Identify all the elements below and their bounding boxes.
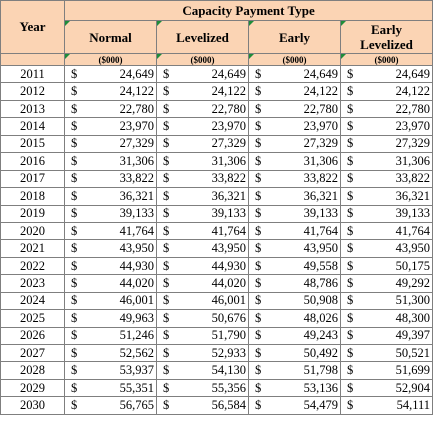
currency-symbol: $	[65, 118, 82, 135]
table-row	[1, 292, 433, 309]
value-cell: 31,306	[174, 153, 249, 170]
column-header-early-levelized-label: Early Levelized	[360, 22, 413, 52]
value-cell: 24,122	[174, 83, 249, 100]
table-row	[1, 379, 433, 396]
table-row	[1, 118, 433, 135]
year-cell: 2017	[1, 170, 65, 187]
currency-symbol: $	[157, 240, 174, 257]
currency-symbol: $	[65, 275, 82, 292]
year-cell: 2021	[1, 240, 65, 257]
currency-symbol: $	[341, 100, 358, 117]
value-cell: 49,243	[266, 327, 341, 344]
year-cell: 2013	[1, 100, 65, 117]
table-row	[1, 222, 433, 239]
value-cell: 31,306	[358, 153, 433, 170]
table-row	[1, 170, 433, 187]
value-cell: 49,292	[358, 275, 433, 292]
value-cell: 23,970	[82, 118, 157, 135]
currency-symbol: $	[65, 240, 82, 257]
value-cell: 36,321	[174, 188, 249, 205]
table-row	[1, 362, 433, 379]
currency-symbol: $	[341, 205, 358, 222]
currency-symbol: $	[65, 327, 82, 344]
currency-symbol: $	[157, 327, 174, 344]
currency-symbol: $	[249, 100, 266, 117]
currency-symbol: $	[65, 66, 82, 83]
value-cell: 24,122	[82, 83, 157, 100]
currency-symbol: $	[249, 362, 266, 379]
currency-symbol: $	[249, 327, 266, 344]
value-cell: 41,764	[174, 222, 249, 239]
currency-symbol: $	[249, 257, 266, 274]
year-cell: 2020	[1, 222, 65, 239]
value-cell: 52,933	[174, 345, 249, 362]
currency-symbol: $	[341, 240, 358, 257]
table-row	[1, 205, 433, 222]
value-cell: 24,649	[358, 66, 433, 83]
value-cell: 43,950	[266, 240, 341, 257]
value-cell: 36,321	[82, 188, 157, 205]
currency-symbol: $	[249, 310, 266, 327]
currency-symbol: $	[341, 66, 358, 83]
value-cell: 39,133	[174, 205, 249, 222]
value-cell: 24,122	[358, 83, 433, 100]
value-cell: 33,822	[358, 170, 433, 187]
units-levelized: ($000)	[157, 54, 249, 66]
value-cell: 54,130	[174, 362, 249, 379]
currency-symbol: $	[65, 222, 82, 239]
currency-symbol: $	[249, 275, 266, 292]
value-cell: 36,321	[266, 188, 341, 205]
currency-symbol: $	[157, 100, 174, 117]
currency-symbol: $	[157, 135, 174, 152]
year-cell: 2019	[1, 205, 65, 222]
currency-symbol: $	[157, 118, 174, 135]
value-cell: 23,970	[266, 118, 341, 135]
value-cell: 33,822	[266, 170, 341, 187]
value-cell: 33,822	[174, 170, 249, 187]
value-cell: 44,930	[82, 257, 157, 274]
currency-symbol: $	[341, 135, 358, 152]
currency-symbol: $	[341, 397, 358, 414]
value-cell: 24,649	[82, 66, 157, 83]
currency-symbol: $	[65, 170, 82, 187]
value-cell: 36,321	[358, 188, 433, 205]
table-row	[1, 153, 433, 170]
currency-symbol: $	[341, 153, 358, 170]
year-cell: 2015	[1, 135, 65, 152]
currency-symbol: $	[341, 275, 358, 292]
currency-symbol: $	[341, 345, 358, 362]
value-cell: 22,780	[82, 100, 157, 117]
currency-symbol: $	[341, 188, 358, 205]
table-row	[1, 240, 433, 257]
currency-symbol: $	[341, 362, 358, 379]
value-cell: 39,133	[266, 205, 341, 222]
year-cell: 2028	[1, 362, 65, 379]
value-cell: 50,492	[266, 345, 341, 362]
value-cell: 22,780	[174, 100, 249, 117]
currency-symbol: $	[249, 379, 266, 396]
currency-symbol: $	[65, 205, 82, 222]
year-cell: 2014	[1, 118, 65, 135]
table-row	[1, 345, 433, 362]
year-cell: 2022	[1, 257, 65, 274]
currency-symbol: $	[65, 345, 82, 362]
year-cell: 2030	[1, 397, 65, 414]
value-cell: 54,111	[358, 397, 433, 414]
value-cell: 49,397	[358, 327, 433, 344]
currency-symbol: $	[157, 310, 174, 327]
year-cell: 2024	[1, 292, 65, 309]
value-cell: 27,329	[358, 135, 433, 152]
value-cell: 44,020	[82, 275, 157, 292]
value-cell: 24,649	[266, 66, 341, 83]
value-cell: 48,026	[266, 310, 341, 327]
value-cell: 43,950	[358, 240, 433, 257]
value-cell: 48,300	[358, 310, 433, 327]
currency-symbol: $	[249, 83, 266, 100]
table-row	[1, 100, 433, 117]
currency-symbol: $	[341, 379, 358, 396]
currency-symbol: $	[249, 188, 266, 205]
year-cell: 2018	[1, 188, 65, 205]
value-cell: 43,950	[82, 240, 157, 257]
value-cell: 41,764	[82, 222, 157, 239]
value-cell: 50,521	[358, 345, 433, 362]
currency-symbol: $	[249, 170, 266, 187]
currency-symbol: $	[249, 292, 266, 309]
currency-symbol: $	[157, 362, 174, 379]
column-header-early: Early	[249, 21, 341, 54]
year-cell: 2016	[1, 153, 65, 170]
value-cell: 52,904	[358, 379, 433, 396]
table-header	[1, 1, 433, 66]
currency-symbol: $	[157, 379, 174, 396]
value-cell: 41,764	[358, 222, 433, 239]
currency-symbol: $	[65, 310, 82, 327]
value-cell: 51,699	[358, 362, 433, 379]
value-cell: 22,780	[358, 100, 433, 117]
currency-symbol: $	[341, 118, 358, 135]
currency-symbol: $	[341, 292, 358, 309]
year-cell: 2023	[1, 275, 65, 292]
value-cell: 50,676	[174, 310, 249, 327]
value-cell: 49,963	[82, 310, 157, 327]
currency-symbol: $	[249, 135, 266, 152]
currency-symbol: $	[157, 292, 174, 309]
table-row	[1, 397, 433, 414]
currency-symbol: $	[65, 188, 82, 205]
currency-symbol: $	[249, 153, 266, 170]
value-cell: 56,584	[174, 397, 249, 414]
value-cell: 55,351	[82, 379, 157, 396]
currency-symbol: $	[157, 397, 174, 414]
value-cell: 31,306	[266, 153, 341, 170]
value-cell: 44,020	[174, 275, 249, 292]
value-cell: 46,001	[82, 292, 157, 309]
value-cell: 51,790	[174, 327, 249, 344]
year-cell: 2012	[1, 83, 65, 100]
currency-symbol: $	[157, 275, 174, 292]
currency-symbol: $	[157, 153, 174, 170]
column-header-normal: Normal	[65, 21, 157, 54]
column-header-levelized: Levelized	[157, 21, 249, 54]
units-normal: ($000)	[65, 54, 157, 66]
currency-symbol: $	[157, 170, 174, 187]
currency-symbol: $	[157, 205, 174, 222]
currency-symbol: $	[341, 327, 358, 344]
currency-symbol: $	[65, 379, 82, 396]
table-row	[1, 135, 433, 152]
year-cell: 2011	[1, 66, 65, 83]
value-cell: 55,356	[174, 379, 249, 396]
currency-symbol: $	[65, 397, 82, 414]
currency-symbol: $	[341, 170, 358, 187]
value-cell: 46,001	[174, 292, 249, 309]
value-cell: 44,930	[174, 257, 249, 274]
currency-symbol: $	[341, 257, 358, 274]
year-cell: 2029	[1, 379, 65, 396]
value-cell: 27,329	[266, 135, 341, 152]
value-cell: 49,558	[266, 257, 341, 274]
table-row	[1, 83, 433, 100]
currency-symbol: $	[341, 310, 358, 327]
value-cell: 53,937	[82, 362, 157, 379]
value-cell: 43,950	[174, 240, 249, 257]
currency-symbol: $	[157, 83, 174, 100]
value-cell: 27,329	[174, 135, 249, 152]
value-cell: 54,479	[266, 397, 341, 414]
value-cell: 52,562	[82, 345, 157, 362]
units-early: ($000)	[249, 54, 341, 66]
table-row	[1, 188, 433, 205]
currency-symbol: $	[65, 292, 82, 309]
currency-symbol: $	[65, 83, 82, 100]
value-cell: 23,970	[358, 118, 433, 135]
units-early-levelized: ($000)	[341, 54, 433, 66]
value-cell: 56,765	[82, 397, 157, 414]
currency-symbol: $	[341, 222, 358, 239]
table-row	[1, 327, 433, 344]
value-cell: 31,306	[82, 153, 157, 170]
currency-symbol: $	[65, 153, 82, 170]
table-row	[1, 66, 433, 83]
currency-symbol: $	[249, 66, 266, 83]
currency-symbol: $	[65, 135, 82, 152]
table-row	[1, 310, 433, 327]
currency-symbol: $	[249, 240, 266, 257]
value-cell: 53,136	[266, 379, 341, 396]
value-cell: 24,122	[266, 83, 341, 100]
column-header-early-levelized	[341, 21, 433, 54]
currency-symbol: $	[157, 345, 174, 362]
group-header: Capacity Payment Type	[65, 1, 433, 21]
table-body	[1, 66, 433, 415]
currency-symbol: $	[249, 222, 266, 239]
value-cell: 51,300	[358, 292, 433, 309]
table-row	[1, 275, 433, 292]
value-cell: 23,970	[174, 118, 249, 135]
currency-symbol: $	[157, 188, 174, 205]
year-cell: 2026	[1, 327, 65, 344]
currency-symbol: $	[157, 257, 174, 274]
value-cell: 22,780	[266, 100, 341, 117]
value-cell: 48,786	[266, 275, 341, 292]
value-cell: 39,133	[82, 205, 157, 222]
currency-symbol: $	[157, 222, 174, 239]
value-cell: 27,329	[82, 135, 157, 152]
value-cell: 39,133	[358, 205, 433, 222]
year-units-cell	[1, 54, 65, 66]
table-row	[1, 257, 433, 274]
value-cell: 51,798	[266, 362, 341, 379]
currency-symbol: $	[65, 257, 82, 274]
currency-symbol: $	[341, 83, 358, 100]
currency-symbol: $	[157, 66, 174, 83]
year-cell: 2025	[1, 310, 65, 327]
currency-symbol: $	[249, 118, 266, 135]
value-cell: 50,175	[358, 257, 433, 274]
currency-symbol: $	[249, 397, 266, 414]
currency-symbol: $	[65, 100, 82, 117]
year-header: Year	[1, 1, 65, 54]
value-cell: 50,908	[266, 292, 341, 309]
value-cell: 33,822	[82, 170, 157, 187]
year-cell: 2027	[1, 345, 65, 362]
value-cell: 51,246	[82, 327, 157, 344]
value-cell: 24,649	[174, 66, 249, 83]
currency-symbol: $	[65, 362, 82, 379]
value-cell: 41,764	[266, 222, 341, 239]
currency-symbol: $	[249, 205, 266, 222]
currency-symbol: $	[249, 345, 266, 362]
